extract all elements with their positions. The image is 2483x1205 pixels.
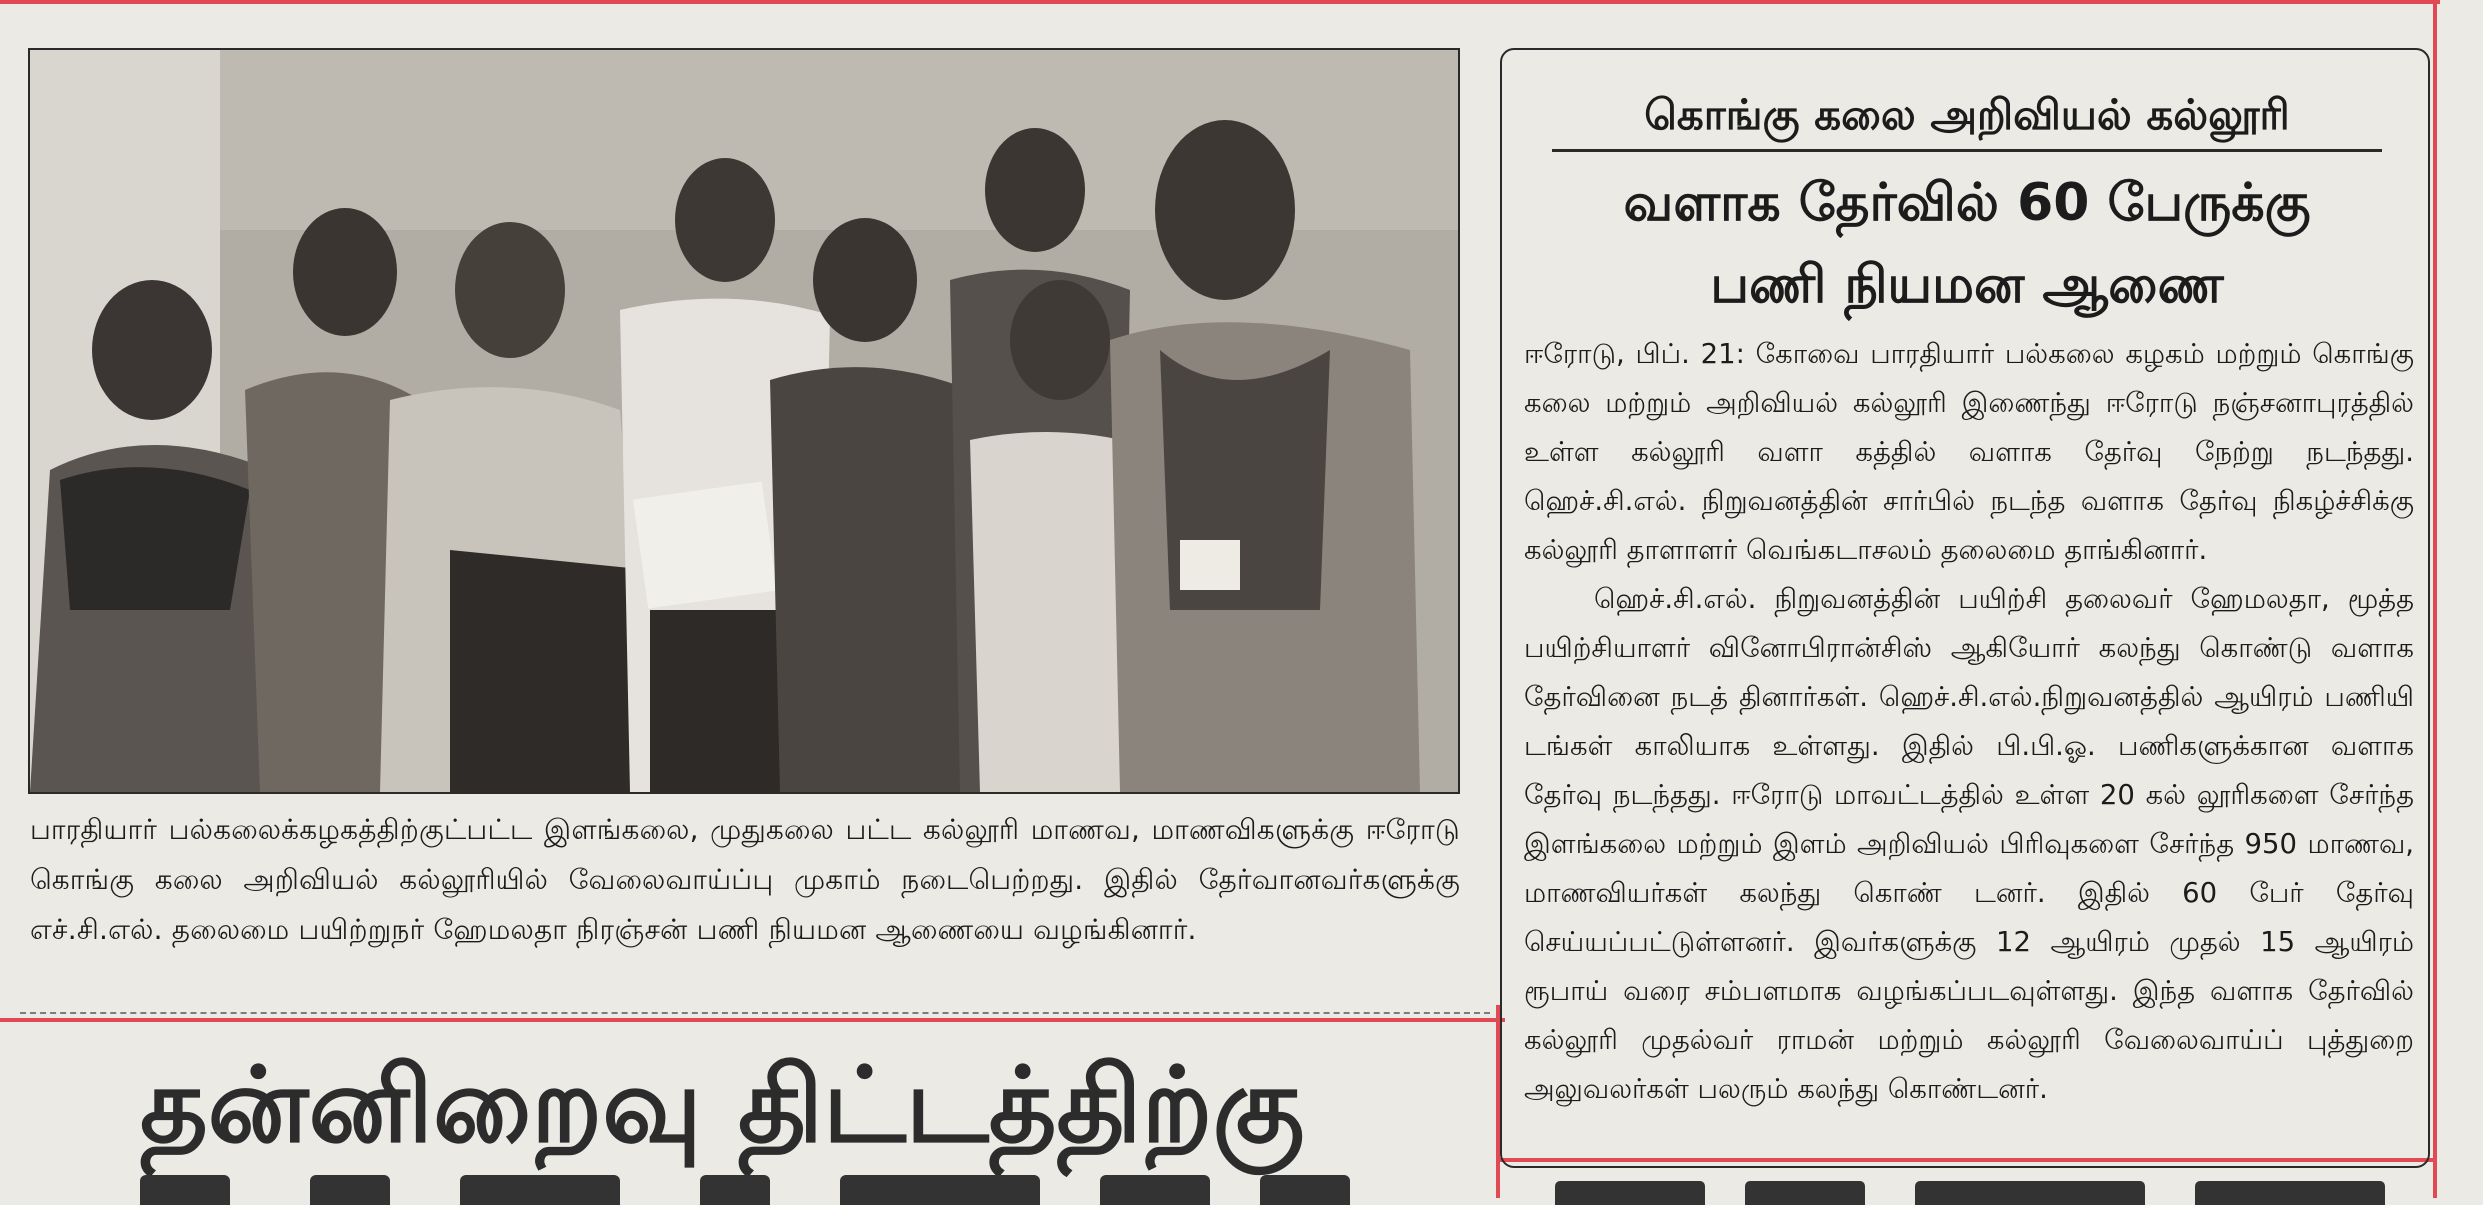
article-box [1500, 48, 2430, 1168]
article-headline [1522, 162, 2412, 326]
article-paragraph-2: ஹெச்.சி.எல். நிறுவனத்தின் பயிற்சி தலைவர் ஹேமலதா, மூத்த பயிற்சியாளர் வினோபிரான்சிஸ் ஆகியோர் கலந்து கொண்டு வளாக தேர்வினை நடத் தினார்கள். ஹெச்.சி.எல்.நிறுவனத்தில் ஆயிரம் பணியி டங்கள் காலியாக உள்ளது. இதில் பி.பி.ஓ. பணிகளுக்கான வளாக தேர்வு நடந்தது. ஈரோடு மாவட்டத்தில் உள்ள 20 கல் லூரிகளை சேர்ந்த இளங்கலை மற்றும் இளம் அறிவியல் பிரிவுகளை சேர்ந்த 950 மாணவ, மாணவியர்கள் கலந்து கொண் டனர். இதில் 60 பேர் தேர்வு செய்யப்பட்டுள்ளனர். இவர்களுக்கு 12 ஆயிரம் முதல் 15 ஆயிரம் ரூபாய் வரை சம்பளமாக வழங்கப்படவுள்ளது. இந்த வளாக தேர்வில் கல்லூரி முதல்வர் ராமன் மற்றும் கல்லூரி வேலைவாய்ப் புத்துறை அலுவலர்கள் பலரும் கலந்து கொண்டனர். [1524, 583, 2414, 1105]
news-photo [28, 48, 1460, 794]
headline-line-2: பணி நியமன ஆணை [1710, 255, 2224, 315]
clip-border-right [2433, 0, 2437, 1198]
headline-line-1: வளாக தேர்வில் 60 பேருக்கு [1623, 173, 2311, 233]
article-body [1524, 330, 2414, 1114]
next-story-headline: தன்னிறைவு திட்டத்திற்கு [140, 1044, 1305, 1166]
next-article-headline-cut [1555, 1165, 2425, 1205]
next-story-headline-cut [140, 1165, 1480, 1205]
photo-caption: பாரதியார் பல்கலைக்கழகத்திற்குட்பட்ட இளங்கலை, முதுகலை பட்ட கல்லூரி மாணவ, மாணவிகளுக்கு ஈரோடு கொங்கு கலை அறிவியல் கல்லூரியில் வேலைவாய்ப்பு முகாம் நடைபெற்றது. இதில் தேர்வானவர்களுக்கு எச்.சி.எல். தலைமை பயிற்றுநர் ஹேமலதா நிரஞ்சன் பணி நியமன ஆணையை வழங்கினார். [30, 813, 1460, 946]
clip-border-middle [0, 1018, 1505, 1022]
article-kicker: கொங்கு கலை அறிவியல் கல்லூரி [1552, 85, 2382, 152]
group-photo-icon [30, 50, 1458, 792]
clip-border-top [0, 0, 2440, 4]
divider [20, 1012, 1490, 1014]
article-paragraph-1: ஈரோடு, பிப். 21: கோவை பாரதியார் பல்கலை கழகம் மற்றும் கொங்கு கலை மற்றும் அறிவியல் கல்லூரி இணைந்து ஈரோடு நஞ்சனாபுரத்தில் உள்ள கல்லூரி வளா கத்தில் வளாக தேர்வு நேற்று நடந்தது. ஹெச்.சி.எல். நிறுவனத்தின் சார்பில் நடந்த வளாக தேர்வு நிகழ்ச்சிக்கு கல்லூரி தாளாளர் வெங்கடாசலம் தலைமை தாங்கினார். [1524, 338, 2414, 566]
